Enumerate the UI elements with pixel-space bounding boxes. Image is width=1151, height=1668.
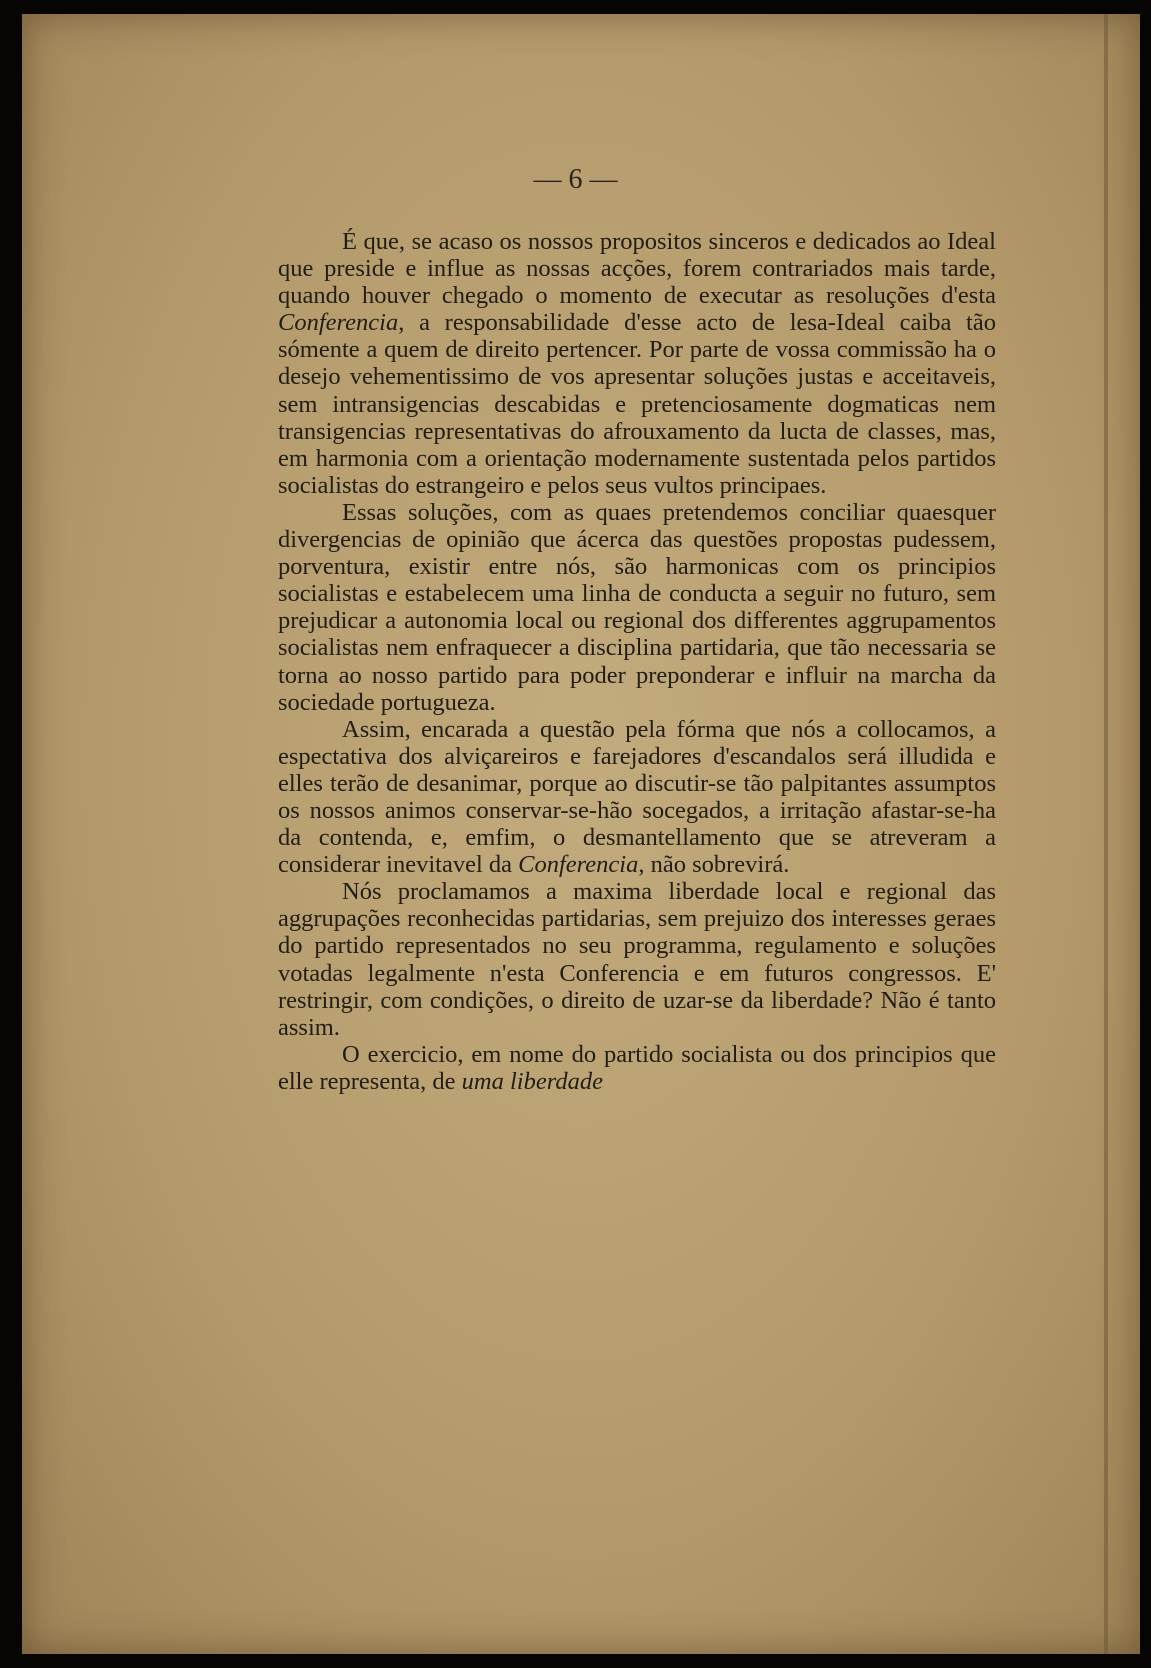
paragraph-2-text: Essas soluções, com as quaes pretendemos conciliar quaesquer divergencias de opinião que ácerca das questões propostas pudessem, porventura, existir entre nós, são harmonicas com os principios socialistas e estabelecem uma linha de conducta a seguir no futuro, sem prejudicar a autonomia local ou regional dos differentes aggrupamentos socialistas nem enfraquecer a disciplina partidaria, que tão necessaria se torna ao nosso partido para poder preponderar e influir na marcha da sociedade portugueza. — [278, 498, 996, 716]
paragraph-5-italic: uma liberdade — [461, 1067, 603, 1095]
paragraph-4 — [278, 878, 996, 1041]
body-text — [278, 228, 996, 1095]
paragraph-3-italic: Conferencia — [518, 851, 639, 879]
paragraph-4-text: Nós proclamamos a maxima liberdade local e regional das aggrupações reconhecidas partidarias, sem prejuizo dos interesses geraes do partido representados no seu programma, regulamento e soluções votadas legalmente n'esta Conferencia e em futuros congressos. E' restringir, com condições, o direito de uzar-se da liberdade? Não é tanto assim. — [278, 878, 996, 1041]
page-edge — [1104, 14, 1108, 1654]
paragraph-2 — [278, 499, 996, 716]
paragraph-3-text-end: , não sobrevirá. — [638, 851, 790, 879]
paragraph-5 — [278, 1041, 996, 1095]
paragraph-3 — [278, 716, 996, 879]
page-number: — 6 — — [533, 164, 618, 195]
paragraph-1-text-end: , a responsabilidade d'esse acto de lesa-Ideal caiba tão sómente a quem de direito pertencer. Por parte de vossa commissão ha o desejo vehementissimo de vos apresentar soluções justas e acceitaveis, sem intransigencias descabidas e pretenciosamente dogmaticas nem transigencias representativas do afrouxamento da lucta de classes, mas, em harmonia com a orientação modernamente sustentada pelos partidos socialistas do estrangeiro e pelos seus vultos principaes. — [278, 309, 996, 499]
paragraph-1 — [278, 228, 996, 499]
paragraph-3-text: Assim, encarada a questão pela fórma que nós a collocamos, a espectativa dos alviçareiros e farejadores d'escandalos será illudida e elles terão de desanimar, porque ao discutir-se tão palpitantes assumptos os nossos animos conservar-se-hão socegados, a irritação afastar-se-ha da contenda, e, emfim, o desmantellamento que se atreveram a considerar inevitavel da — [278, 715, 996, 879]
paragraph-1-text: É que, se acaso os nossos propositos sinceros e dedicados ao Ideal que preside e influe as nossas acções, forem contrariados mais tarde, quando houver chegado o momento de executar as resoluções d'esta — [278, 228, 996, 310]
paragraph-1-italic: Conferencia — [278, 309, 399, 337]
paragraph-5-text: O exercicio, em nome do partido socialista ou dos principios que elle representa, de — [278, 1040, 996, 1095]
